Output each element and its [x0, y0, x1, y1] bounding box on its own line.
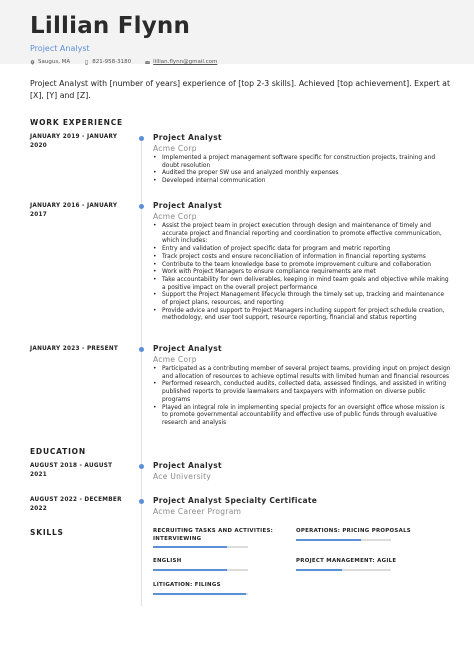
- timeline-dot: [139, 464, 144, 469]
- timeline-dot: [139, 204, 144, 209]
- skill-level-fill: [296, 569, 342, 571]
- timeline-dot: [139, 499, 144, 504]
- skill-level-bar: [153, 546, 248, 548]
- education-entry-date: AUGUST 2022 - DECEMBER 2022: [30, 497, 122, 512]
- list-item: • Assist the project team in project execution through design and maintenance of timely and accurate project and financial reporting and coordination to promote effective communication, which includes:: [153, 223, 451, 246]
- timeline-dot: [139, 347, 144, 352]
- skill-item: [153, 528, 283, 548]
- work-entry-company: Acme Corp: [153, 355, 197, 364]
- education-entry-title: Project Analyst: [153, 461, 222, 470]
- skill-label: ENGLISH: [153, 558, 182, 564]
- skill-label: LITIGATION: FILINGS: [153, 582, 221, 588]
- skill-item: [296, 558, 426, 571]
- education-entry-school: Acme Career Program: [153, 507, 242, 516]
- skill-level-fill: [153, 593, 246, 595]
- work-entry-title: Project Analyst: [153, 344, 222, 353]
- contact-phone: 821-958-3180: [92, 59, 132, 65]
- education-entry-school: Ace University: [153, 472, 212, 481]
- skill-item: [153, 582, 283, 595]
- skill-level-bar: [153, 569, 248, 571]
- list-item: • Work with Project Managers to ensure compliance requirements are met: [153, 269, 451, 277]
- skill-level-fill: [153, 546, 227, 548]
- list-item: • Developed internal communication: [153, 178, 451, 186]
- list-item: • Entry and validation of project specific data for program and metric reporting: [153, 246, 451, 254]
- email-icon: [145, 60, 150, 65]
- section-title-skills: SKILLS: [30, 528, 64, 537]
- work-entry-bullets: [153, 155, 451, 186]
- list-item: • Audited the proper SW use and analyzed monthly expenses: [153, 170, 451, 178]
- contact-location: Saugus, MA: [38, 59, 71, 65]
- section-title-work-experience: WORK EXPERIENCE: [30, 118, 123, 127]
- skill-label: OPERATIONS: PRICING PROPOSALS: [296, 528, 411, 534]
- list-item: • Track project costs and ensure reconciliation of information in financial reporting systems: [153, 254, 451, 262]
- timeline-dot: [139, 136, 144, 141]
- list-item: • Played an integral role in implementing special projects for an oversight office whose mission is to promote governmental accountability and effective use of public funds through evaluative research and analysis: [153, 405, 451, 428]
- work-entry-company: Acme Corp: [153, 144, 197, 153]
- skill-level-fill: [153, 569, 227, 571]
- skill-level-bar: [296, 539, 391, 541]
- professional-summary: Project Analyst with [number of years] experience of [top 2-3 skills]. Achieved [top achievement]. Expert at [X], [Y] and [Z].: [30, 79, 451, 100]
- skill-label: RECRUITING TASKS AND ACTIVITIES: INTERVIEWING: [153, 528, 274, 542]
- work-entry-bullets: [153, 223, 451, 323]
- candidate-role: Project Analyst: [30, 44, 90, 53]
- list-item: • Participated as a contributing member of several project teams, providing input on project design and allocation of resources to achieve optimal results with limited human and financial resources: [153, 366, 451, 381]
- skill-label: PROJECT MANAGEMENT: AGILE: [296, 558, 397, 564]
- skill-level-bar: [296, 569, 391, 571]
- work-entry-date: JANUARY 2019 - JANUARY 2020: [30, 134, 118, 149]
- list-item: • Provide advice and support to Project Managers including support for project schedule creation, methodology, end user tool support, resource reporting, financial and status reporting: [153, 308, 451, 323]
- location-icon: [30, 60, 35, 65]
- education-entry-date: AUGUST 2018 - AUGUST 2021: [30, 463, 113, 478]
- work-entry-bullets: [153, 366, 451, 428]
- contact-row: [30, 57, 217, 67]
- list-item: • Contribute to the team knowledge base to promote improvement culture and collaboration: [153, 262, 451, 270]
- skill-level-fill: [296, 539, 361, 541]
- work-entry-title: Project Analyst: [153, 201, 222, 210]
- list-item: • Take accountability for own deliverables, keeping in mind team goals and objective while making a positive impact on the overall project performance: [153, 277, 451, 292]
- skill-item: [153, 558, 283, 571]
- work-entry-date: JANUARY 2016 - JANUARY 2017: [30, 203, 118, 218]
- skill-item: [296, 528, 426, 541]
- resume-header: [0, 0, 474, 64]
- work-entry-company: Acme Corp: [153, 212, 197, 221]
- section-title-education: EDUCATION: [30, 447, 86, 456]
- candidate-name: Lillian Flynn: [30, 13, 191, 39]
- education-entry-title: Project Analyst Specialty Certificate: [153, 496, 318, 505]
- work-entry-title: Project Analyst: [153, 133, 222, 142]
- contact-email-link[interactable]: lillian.flynn@gmail.com: [153, 59, 218, 65]
- phone-icon: [84, 60, 89, 65]
- skill-level-bar: [153, 593, 248, 595]
- work-entry-date: JANUARY 2023 - PRESENT: [30, 346, 119, 352]
- list-item: • Implemented a project management software specific for construction projects, training and doubt resolution: [153, 155, 451, 170]
- list-item: • Performed research, conducted audits, collected data, assessed findings, and assisted in writing published reports to provide lawmakers and taxpayers with information on diverse public programs: [153, 381, 451, 404]
- list-item: • Support the Project Management lifecycle through the timely set up, tracking and maintenance of project plans, resources, and reporting: [153, 292, 451, 307]
